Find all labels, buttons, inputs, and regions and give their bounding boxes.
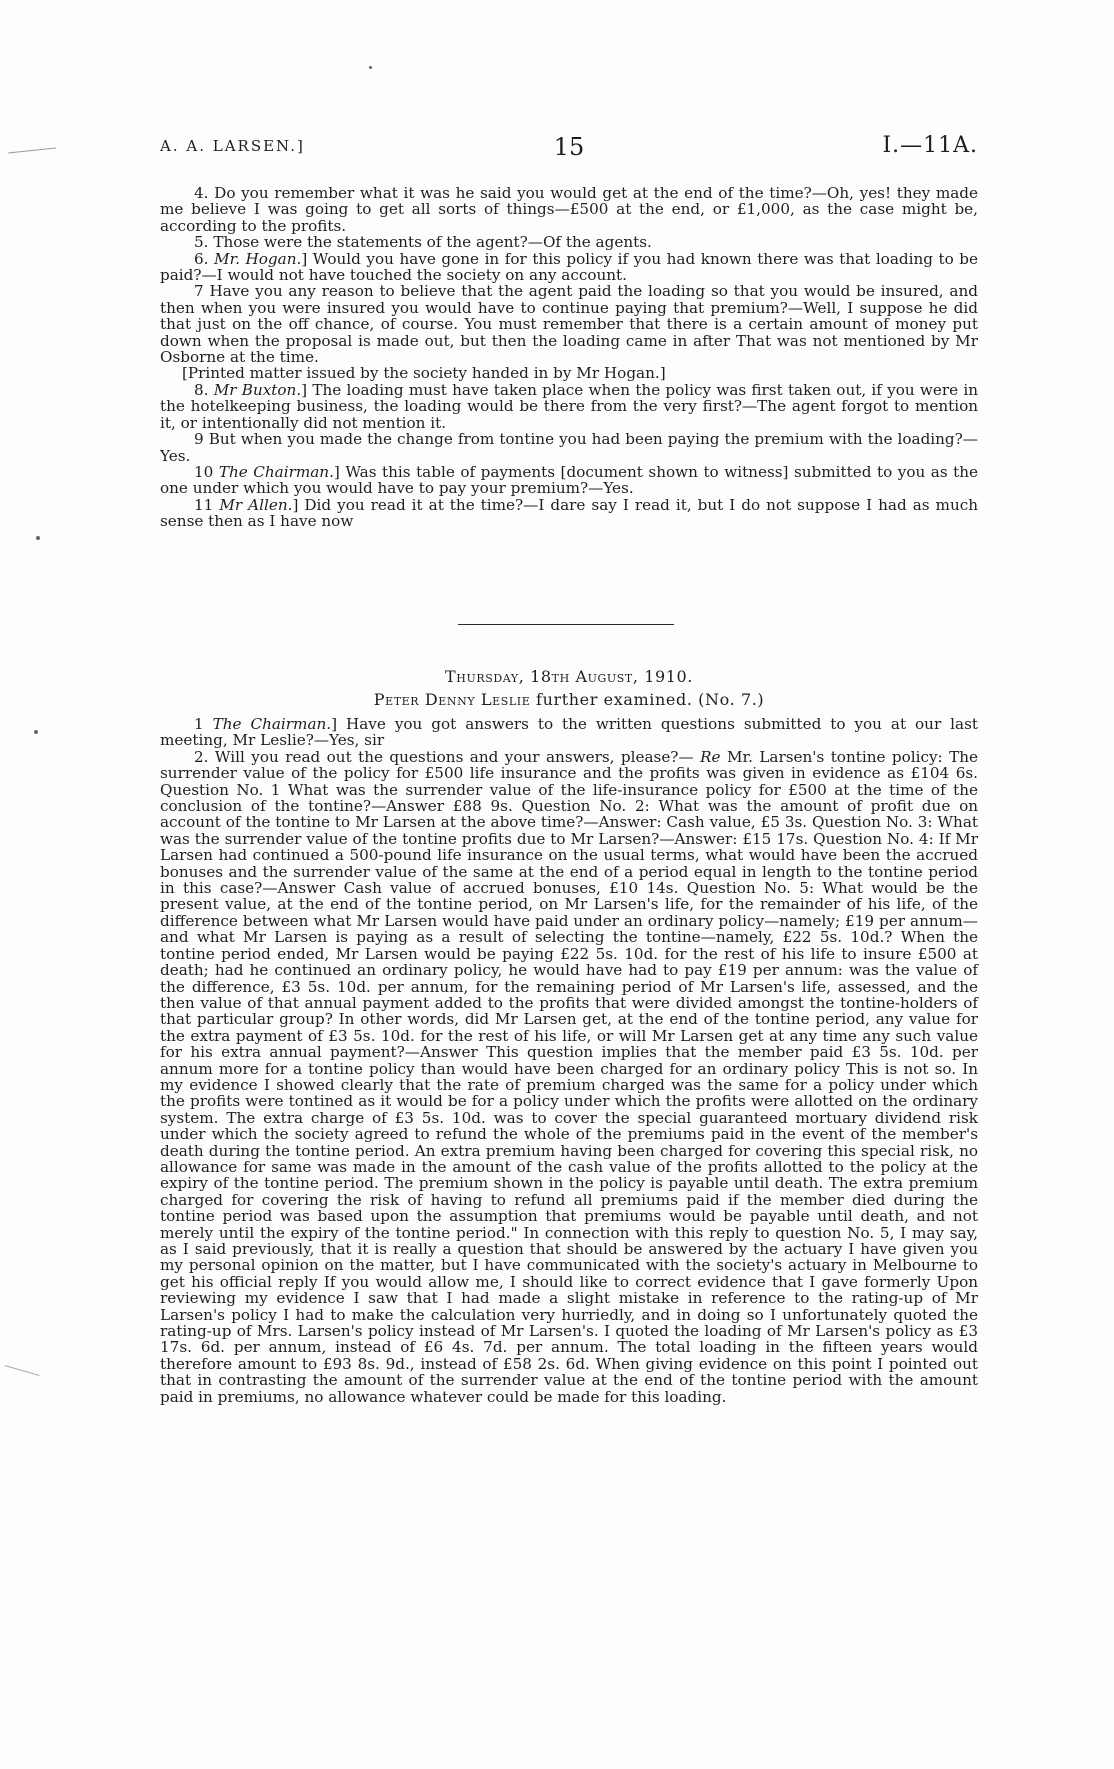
- speaker-name: Mr Buxton.: [213, 380, 302, 399]
- paragraph-text: ] Did you read it at the time?—I dare say I read it, but I do not suppose I had as much sense then as I have now: [160, 495, 979, 531]
- scan-mark-top: [369, 66, 372, 69]
- speaker-name: The Chairman.: [212, 715, 332, 733]
- paragraph: [160, 234, 978, 250]
- paragraph-text: ] Was this table of payments [document shown to witness] submitted to you as the one under which you would have to pay your premium?—Yes.: [160, 462, 979, 498]
- testimony-section-2: [160, 716, 978, 1405]
- paragraph: [160, 251, 978, 284]
- testimony-section-1: [160, 185, 978, 530]
- paragraph-number: 1: [194, 715, 213, 733]
- paragraph-text: ] Have you got answers to the written questions submitted to you at our last meeting, Mr Leslie?—Yes, sir: [160, 715, 978, 750]
- scan-mark-left-2: [36, 536, 40, 540]
- witness-status: further examined. (No. 7.): [530, 690, 765, 709]
- paragraph: [160, 431, 978, 464]
- witness-heading: [160, 690, 978, 709]
- scan-mark-left-1: [8, 147, 56, 153]
- witness-name: Peter Denny Leslie: [373, 690, 531, 709]
- paragraph-number: 6.: [194, 249, 215, 268]
- paragraph: [160, 497, 978, 530]
- paragraph-text: ] The loading must have taken place when the policy was first taken out, if you were in the hotelkeeping business, the loading would be there from the very first?—The agent forgot to mention it, or intentionally did not mention it.: [160, 380, 978, 432]
- paragraph: [160, 365, 978, 381]
- date-heading: Thursday, 18th August, 1910.: [444, 667, 693, 686]
- header-witness: A. A. LARSEN.]: [160, 137, 305, 155]
- paragraph-text: Mr. Larsen's tontine policy: The surrender value of the policy for £500 life insurance and the profits was given in evidence as £104 6s. Question No. 1 What was the surrender value of the life-insurance policy for £500 at the time of the conclusion of the tontine?—Answer £88 9s. Question No. 2: What was the amount of profit due on account of the tontine to Mr Larsen at the above time?—Answer: Cash value, £5 3s. Question No. 3: What was the surrender value of the tontine profits due to Mr Larsen?—Answer: £15 17s. Question No. 4: If Mr Larsen had continued a 500-pound life insurance on the usual terms, what would have been the accrued bonuses and the surrender value of the same at the end of a period equal in length to the tontine period in this case?—Answer Cash value of accrued bonuses, £10 14s. Question No. 5: What would be the present value, at the end of the tontine period, on Mr Larsen's life, for the remainder of his life, of the difference between what Mr Larsen would have paid under an ordinary policy—namely; £19 per annum—and what Mr Larsen is paying as a result of selecting the tontine—namely, £22 5s. 10d.? When the tontine period ended, Mr Larsen would be paying £22 5s. 10d. for the rest of his life to insure £500 at death; had he continued an ordinary policy, he would have had to pay £19 per annum: was the value of the difference, £3 5s. 10d. per annum, for the remaining period of Mr Larsen's life, assessed, and the then value of that annual payment added to the profits that were divided amongst the tontine-holders of that particular group? In other words, did Mr Larsen get, at the end of the tontine period, any value for the extra payment of £3 5s. 10d. for the rest of his life, or will Mr Larsen get at any time any such value for his extra annual payment?—Answer This question implies that the member paid £3 5s. 10d. per annum more for a tontine policy than would have been charged for an ordinary policy This is not so. In my evidence I showed clearly that the rate of premium charged was the same for a policy under which the profits were tontined as it would be for a policy under which the profits were allotted on the ordinary system. The extra charge of £3 5s. 10d. was to cover the special guaranteed mortuary dividend risk under which the society agreed to refund the whole of the premiums paid in the event of the member's death during the tontine period. An extra premium having been charged for covering this special risk, no allowance for same was made in the amount of the cash value of the profits allotted to the policy at the expiry of the tontine period. The premium shown in the policy is payable until death. The extra premium charged for covering the risk of having to refund all premiums paid if the member died during the tontine period was based upon the assumption that premiums would be payable until death, and not merely until the expiry of the tontine period." In connection with this reply to question No. 5, I may say, as I said previously, that it is really a question that should be answered by the actuary I have given you my personal opinion on the matter, but I have communicated with the society's actuary in Melbourne to get his official reply If you would allow me, I should like to correct evidence that I gave formerly Upon reviewing my evidence I saw that I had made a slight mistake in reference to the rating-up of Mr Larsen's policy I had to make the calculation very hurriedly, and in doing so I unfortunately quoted the rating-up of Mrs. Larsen's policy instead of Mr Larsen's. I quoted the loading of Mr Larsen's policy as £3 17s. 6d. per annum, instead of £6 4s. 7d. per annum. The total loading in the fifteen years would therefore amount to £93 8s. 9d., instead of £58 2s. 6d. When giving evidence on this point I pointed out that in contrasting the amount of the surrender value at the end of the tontine period with the amount paid in premiums, no allowance whatever could be made for this loading.: [160, 747, 978, 1406]
- scan-mark-left-4: [5, 1365, 40, 1376]
- document-reference: I.—11A.: [882, 133, 978, 158]
- speaker-name: Mr Allen.: [219, 495, 293, 514]
- paragraph: [160, 749, 978, 1405]
- paragraph-number: 8.: [194, 380, 214, 399]
- paragraph: [160, 283, 978, 365]
- paragraph-text: ] Would you have gone in for this policy if you had known there was that loading to be paid?—I would not have touched the society on any account.: [160, 249, 978, 285]
- paragraph-number: 10: [194, 462, 219, 481]
- page-header: [160, 133, 978, 163]
- paragraph: [160, 716, 978, 749]
- paragraph-text: [Printed matter issued by the society handed in by Mr Hogan.]: [182, 364, 666, 383]
- paragraph-number: 11: [194, 495, 220, 514]
- paragraph: [160, 185, 978, 234]
- reference-marker: Re: [700, 747, 721, 766]
- speaker-name: The Chairman.: [218, 462, 334, 481]
- paragraph: [160, 464, 978, 497]
- paragraph-text: 7 Have you any reason to believe that the agent paid the loading so that you would be insured, and then when you were insured you would have to continue paying that premium?—Well, I suppose he did that just on the off chance, of course. You must remember that there is a certain amount of money put down when the proposal is made out, but then the loading came in after That was not mentioned by Mr Osborne at the time.: [160, 282, 978, 367]
- paragraph-text: 9 But when you made the change from tontine you had been paying the premium with the loading?—Yes.: [160, 430, 978, 465]
- paragraph-text: 4. Do you remember what it was he said you would get at the end of the time?—Oh, yes! they made me believe I was going to get all sorts of things—£500 at the end, or £1,000, as the case might be, according to the profits.: [160, 184, 978, 235]
- paragraph-number: 2. Will you read out the questions and your answers, please?—: [194, 747, 701, 766]
- speaker-name: Mr. Hogan.: [214, 249, 302, 268]
- paragraph-text: 5. Those were the statements of the agent?—Of the agents.: [194, 233, 652, 252]
- scan-mark-left-3: [34, 730, 38, 734]
- section-divider: [458, 624, 674, 625]
- paragraph: [160, 382, 978, 431]
- page-number: 15: [553, 133, 585, 161]
